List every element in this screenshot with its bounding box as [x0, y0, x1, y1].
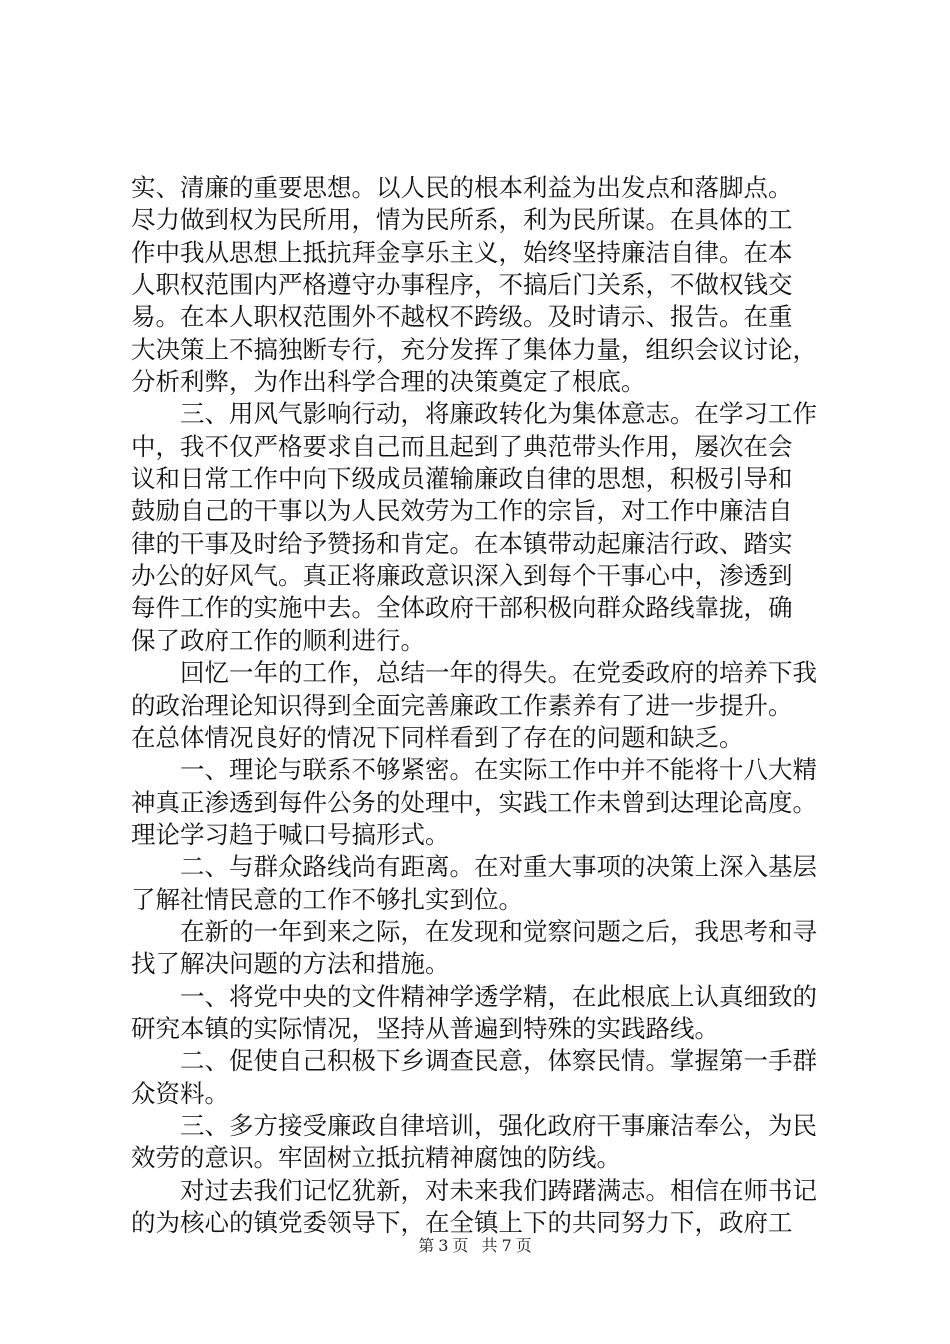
text-line: 的为核心的镇党委领导下，在全镇上下的共同努力下，政府工 [131, 1208, 793, 1237]
page-number: 第 3 页 [418, 1236, 469, 1255]
paragraph-first-line: 三、用风气影响行动，将廉政转化为集体意志。在学习工作 [180, 399, 817, 429]
text-line: 找了解决问题的方法和措施。 [131, 949, 450, 979]
paragraph-first-line: 在新的一年到来之际，在发现和觉察问题之后，我思考和寻 [180, 916, 817, 946]
text-line: 中，我不仅严格要求自己而且起到了典范带头作用，屡次在会 [131, 431, 793, 461]
text-line: 效劳的意识。牢固树立抵抗精神腐蚀的防线。 [131, 1143, 621, 1173]
paragraph-first-line: 回忆一年的工作，总结一年的得失。在党委政府的培养下我 [180, 658, 817, 688]
text-line: 每件工作的实施中去。全体政府干部积极向群众路线靠拢，确 [131, 593, 793, 623]
text-line: 办公的好风气。真正将廉政意识深入到每个干事心中，渗透到 [131, 561, 793, 591]
text-line: 律的干事及时给予赞扬和肯定。在本镇带动起廉洁行政、踏实 [131, 528, 793, 558]
text-line: 易。在本人职权范围外不越权不跨级。及时请示、报告。在重 [131, 302, 793, 332]
paragraph-first-line: 二、促使自己积极下乡调查民意，体察民情。掌握第一手群 [180, 1046, 817, 1076]
text-line: 研究本镇的实际情况，坚持从普遍到特殊的实践路线。 [131, 1013, 719, 1043]
page-total: 共 7 页 [481, 1236, 532, 1255]
paragraph-first-line: 对过去我们记忆犹新，对未来我们踌躇满志。相信在师书记 [180, 1175, 817, 1205]
text-line: 尽力做到权为民所用，情为民所系，利为民所谋。在具体的工 [131, 205, 793, 235]
text-line: 的政治理论知识得到全面完善廉政工作素养有了进一步提升。 [131, 690, 793, 720]
text-line: 了解社情民意的工作不够扎实到位。 [131, 884, 523, 914]
text-line: 神真正渗透到每件公务的处理中，实践工作未曾到达理论高度。 [131, 787, 817, 817]
text-line: 保了政府工作的顺利进行。 [131, 625, 425, 655]
text-line: 鼓励自己的干事以为人民效劳为工作的宗旨，对工作中廉洁自 [131, 496, 793, 526]
paragraph-first-line: 一、理论与联系不够紧密。在实际工作中并不能将十八大精 [180, 755, 817, 785]
text-line: 大决策上不搞独断专行，充分发挥了集体力量，组织会议讨论， [131, 334, 817, 364]
text-line: 分析利弊，为作出科学合理的决策奠定了根底。 [131, 367, 646, 397]
paragraph-first-line: 二、与群众路线尚有距离。在对重大事项的决策上深入基层 [180, 852, 817, 882]
document-body [131, 172, 831, 1239]
paragraph-first-line: 三、多方接受廉政自律培训，强化政府干事廉洁奉公，为民 [180, 1110, 817, 1140]
text-line: 众资料。 [131, 1078, 229, 1108]
page-footer [0, 1236, 950, 1256]
text-line: 作中我从思想上抵抗拜金享乐主义，始终坚持廉洁自律。在本 [131, 237, 793, 267]
paragraph-first-line: 一、将党中央的文件精神学透学精，在此根底上认真细致的 [180, 981, 817, 1011]
text-line: 人职权范围内严格遵守办事程序，不搞后门关系，不做权钱交 [131, 270, 793, 300]
text-line: 在总体情况良好的情况下同样看到了存在的问题和缺乏。 [131, 722, 744, 752]
text-line: 理论学习趋于喊口号搞形式。 [131, 819, 450, 849]
text-line: 议和日常工作中向下级成员灌输廉政自律的思想，积极引导和 [131, 464, 793, 494]
text-line: 实、清廉的重要思想。以人民的根本利益为出发点和落脚点。 [131, 173, 793, 202]
